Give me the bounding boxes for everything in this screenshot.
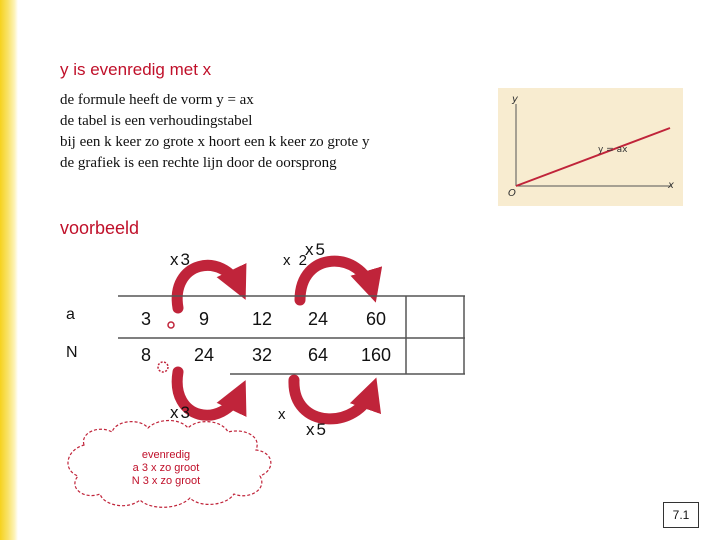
op-top-x5: x5 xyxy=(305,240,327,259)
example-label: voorbeeld xyxy=(60,218,140,238)
op-bottom-x5: x5 xyxy=(306,420,328,439)
property-formula: de formule heeft de vorm y = ax xyxy=(60,92,254,108)
marker-circle-a xyxy=(168,322,174,328)
row-label-a: a xyxy=(66,306,75,323)
graph-y-label: y xyxy=(512,94,518,105)
graph-line-label: y = ax xyxy=(598,145,628,155)
arrow-bottom-x5 xyxy=(294,380,372,419)
graph-x-label: x xyxy=(668,180,674,191)
op-bottom-x3: x3 xyxy=(170,403,192,422)
property-k-times: bij een k keer zo grote x hoort een k keer zo grote y xyxy=(60,134,370,150)
cloud-line-3: N 3 x zo groot xyxy=(131,475,201,487)
arrow-top-x5 xyxy=(300,261,372,300)
cell-n-3: 32 xyxy=(251,345,273,365)
property-table: de tabel is een verhoudingstabel xyxy=(60,113,253,129)
cell-a-4: 24 xyxy=(307,309,329,329)
cloud-line-1: evenredig xyxy=(141,449,191,461)
op-bottom-x: x xyxy=(278,406,288,423)
cloud-line-2: a 3 x zo groot xyxy=(132,462,200,474)
arrow-top-x3 xyxy=(177,265,240,308)
op-top-x2: x 2 xyxy=(283,252,310,269)
property-graph: de grafiek is een rechte lijn door de oorsprong xyxy=(60,155,337,171)
cell-n-1: 8 xyxy=(140,345,151,365)
row-label-n: N xyxy=(66,344,78,361)
cell-a-3: 12 xyxy=(251,309,273,329)
cloud-text xyxy=(100,449,232,488)
cell-a-5: 60 xyxy=(365,309,387,329)
cell-n-5: 160 xyxy=(360,345,392,365)
cell-n-2: 24 xyxy=(193,345,215,365)
cell-a-1: 3 xyxy=(140,309,151,329)
cell-n-4: 64 xyxy=(307,345,329,365)
cell-a-2: 9 xyxy=(198,309,209,329)
slide-title: y is evenredig met x xyxy=(60,60,212,79)
op-top-x3: x3 xyxy=(170,250,192,269)
page-number: 7.1 xyxy=(663,502,699,528)
graph-origin-label: O xyxy=(508,188,516,199)
